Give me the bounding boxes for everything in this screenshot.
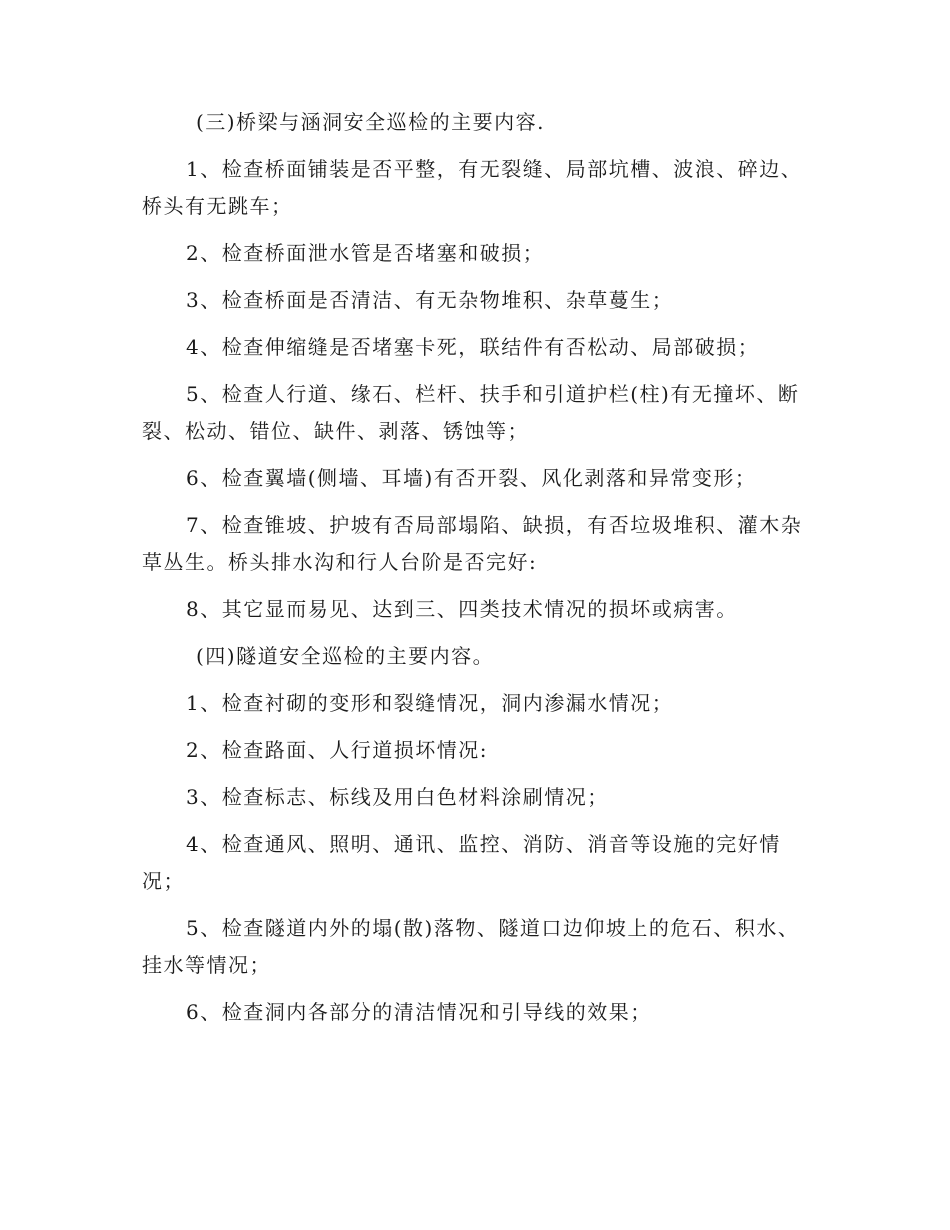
bridge-item-2: 2、检查桥面泄水管是否堵塞和破损； [186, 241, 545, 265]
bridge-item-1: 1、检查桥面铺装是否平整，有无裂缝、局部坑槽、波浪、碎边、桥头有无跳车； [142, 157, 803, 218]
bridge-item-4: 4、检查伸缩缝是否堵塞卡死，联结件有否松动、局部破损； [186, 335, 760, 359]
document-body [142, 104, 810, 1041]
tunnel-item-2: 2、检查路面、人行道损坏情况: [186, 738, 488, 762]
bridge-item-5: 5、检查人行道、缘石、栏杆、扶手和引道护栏(柱)有无撞坏、断裂、松动、错位、缺件、剥落、锈蚀等； [142, 382, 800, 443]
tunnel-item-5: 5、检查隧道内外的塌(散)落物、隧道口边仰坡上的危石、积水、挂水等情况； [142, 916, 800, 977]
section-heading-bridges: (三)桥梁与涵洞安全巡检的主要内容. [196, 110, 545, 134]
tunnel-item-3: 3、检查标志、标线及用白色材料涂刷情况； [186, 785, 609, 809]
tunnel-item-1: 1、检查衬砌的变形和裂缝情况，洞内渗漏水情况； [186, 691, 674, 715]
bridge-item-8: 8、其它显而易见、达到三、四类技术情况的损坏或病害。 [186, 597, 738, 621]
section-heading-tunnels: (四)隧道安全巡检的主要内容。 [196, 644, 495, 668]
tunnel-item-4: 4、检查通风、照明、通讯、监控、消防、消音等设施的完好情况； [142, 832, 781, 893]
bridge-item-6: 6、检查翼墙(侧墙、耳墙)有否开裂、风化剥落和异常变形； [186, 466, 757, 490]
bridge-item-7: 7、检查锥坡、护坡有否局部塌陷、缺损，有否垃圾堆积、灌木杂草丛生。桥头排水沟和行人台阶是否完好: [142, 513, 803, 574]
tunnel-item-6: 6、检查洞内各部分的清洁情况和引导线的效果； [186, 1000, 652, 1024]
bridge-item-3: 3、检查桥面是否清洁、有无杂物堆积、杂草蔓生； [186, 288, 674, 312]
